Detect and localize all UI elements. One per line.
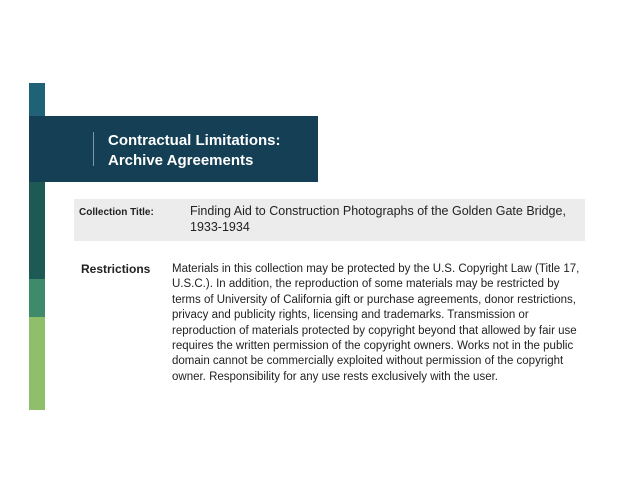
restrictions-line-7: domain cannot be commercially exploited without permission of the copyright	[172, 355, 564, 368]
restrictions-label: Restrictions	[81, 262, 151, 276]
accent-stripe-top	[29, 83, 45, 116]
collection-title-value	[190, 203, 566, 235]
accent-stripe-teal	[29, 182, 45, 279]
title-divider	[93, 132, 94, 166]
accent-stripe-green	[29, 279, 45, 317]
restrictions-line-5: reproduction of materials protected by copyright beyond that allowed by fair use	[172, 324, 577, 337]
slide-title	[108, 131, 281, 171]
collection-title-label: Collection Title:	[79, 207, 154, 218]
slide-title-line-2: Archive Agreements	[108, 152, 254, 169]
restrictions-text	[172, 262, 579, 385]
collection-title-line-1: Finding Aid to Construction Photographs of the Golden Gate Bridge,	[190, 204, 566, 218]
restrictions-line-8: owner. Responsibility for any use rests exclusively with the user.	[172, 370, 498, 383]
restrictions-line-4: privacy and publicity rights, licensing and trademarks. Transmission or	[172, 309, 529, 322]
slide-title-line-1: Contractual Limitations:	[108, 132, 281, 149]
restrictions-line-2: U.S.C.). In addition, the reproduction of some materials may be restricted by	[172, 278, 560, 291]
accent-stripe-light-green	[29, 317, 45, 410]
restrictions-line-6: requires the written permission of the copyright owners. Works not in the public	[172, 340, 574, 353]
restrictions-line-3: terms of University of California gift or purchase agreements, donor restrictions,	[172, 293, 576, 306]
collection-title-line-2: 1933-1934	[190, 220, 250, 234]
restrictions-line-1: Materials in this collection may be protected by the U.S. Copyright Law (Title 17,	[172, 263, 580, 275]
